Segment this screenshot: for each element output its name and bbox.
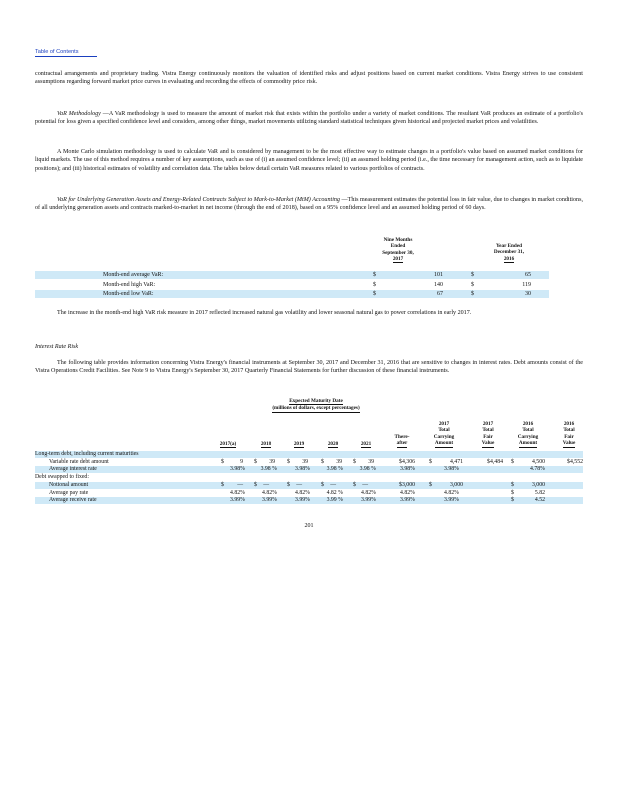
- header-line: 2017: [482, 421, 494, 427]
- cell: 3.99%: [262, 497, 277, 503]
- year-header: 2017(a): [219, 441, 237, 447]
- row-label: Month-end low VaR:: [103, 291, 154, 297]
- cell: $3,000: [399, 482, 415, 488]
- cell: $: [511, 459, 514, 465]
- cell: 3.98%: [444, 466, 459, 472]
- cell: $: [221, 482, 224, 488]
- dollar-sign: $: [373, 282, 376, 288]
- cell: 3,000: [531, 482, 545, 488]
- value-2017: 101: [434, 272, 443, 278]
- var-mtm-text: —This measurement estimates the potential loss in fair value, due to changes in market conditions, of all underlying generation assets and contracts marked-to-market in net income (through the end of 2018), based on a 95% confidence level and an assumed holding period of 60 days.: [35, 197, 583, 212]
- paragraph-var-mtm: [35, 196, 583, 213]
- cell: $4,306: [399, 459, 415, 465]
- row-label: Month-end average VaR:: [103, 272, 164, 278]
- cell: 4.82 %: [326, 490, 343, 496]
- cell: 3.98%: [230, 466, 245, 472]
- year-header: 2021: [360, 441, 372, 447]
- section-label: Debt swapped to fixed:: [35, 474, 89, 480]
- cell: $: [511, 482, 514, 488]
- cell: 4.82%: [400, 490, 415, 496]
- cell: 3.99%: [361, 497, 376, 503]
- dollar-sign: $: [471, 291, 474, 297]
- cell: $: [254, 459, 257, 465]
- paragraph-monte-carlo: A Monte Carlo simulation methodology is used to calculate VaR and is considered by management to be the most effective way to estimate changes in a portfolio's value based on assumed market conditions for liquid markets. The use of this method requires a number of key assumptions, such as use of (i) an assumed confidence level; (ii) an assumed holding period (i.e., the time necessary for management action, such as to liquidate positions); and (iii) historical estimates of volatility and correlation data. The tables below detail certain VaR measures related to various portfolios of contracts.: [35, 149, 584, 172]
- year-header: 2019: [293, 441, 305, 447]
- header-line: Amount: [518, 440, 538, 447]
- cell: 3.98%: [295, 466, 310, 472]
- table-row: [35, 271, 549, 279]
- cell: 39: [269, 459, 275, 465]
- cell: $: [353, 482, 356, 488]
- thereafter-header: [388, 434, 416, 448]
- header-line: Value: [562, 440, 576, 447]
- header-line: Year Ended: [496, 243, 522, 249]
- table-row: [35, 281, 549, 289]
- section-label: Long-term debt, including current maturities: [35, 451, 139, 457]
- table-of-contents-link[interactable]: Table of Contents: [35, 49, 97, 57]
- cell: —: [330, 482, 336, 488]
- section-row: [35, 451, 583, 458]
- var-col2-header: [471, 243, 547, 263]
- header-line: Amount: [434, 440, 454, 447]
- cell: 4.82%: [444, 490, 459, 496]
- header-line: Ended: [390, 243, 406, 250]
- cell: $: [321, 482, 324, 488]
- cell: $: [287, 459, 290, 465]
- header-line: 2016: [503, 255, 515, 262]
- table-row: [35, 290, 549, 298]
- header-line: September 30,: [382, 249, 414, 256]
- cell: —: [296, 482, 302, 488]
- cell: —: [263, 482, 269, 488]
- year-header: 2020: [327, 441, 339, 447]
- section-heading-interest-rate-risk: Interest Rate Risk: [35, 344, 79, 350]
- header-line: (millions of dollars, except percentages): [272, 405, 360, 412]
- paragraph-interest-rate: The following table provides information concerning Vistra Energy's financial instruments at September 30, 2017 and December 31, 2016 that are sensitive to changes in interest rates. Debt amounts consist of the Vistra Operations Credit Facilities. See Note 9 to Vistra Energy's September 30, 2017 Quarterly Financial Statements for further discussion of these financial instruments.: [35, 360, 583, 375]
- cell: 3.99%: [230, 497, 245, 503]
- header-line: 2016: [563, 421, 575, 427]
- cell: $: [221, 459, 224, 465]
- header-line: Nine Months: [383, 237, 413, 243]
- header-line: Carrying: [433, 433, 455, 440]
- cell: 4.78%: [530, 466, 545, 472]
- cell: $: [287, 482, 290, 488]
- header-line: 2017: [392, 255, 404, 262]
- dollar-sign: $: [471, 272, 474, 278]
- row-label: Month-end high VaR:: [103, 282, 156, 288]
- cell: 4.82%: [361, 490, 376, 496]
- cell: $: [353, 459, 356, 465]
- header-line: Expected Maturity Date: [289, 398, 343, 404]
- section-row: [35, 474, 583, 481]
- cell: 4.82%: [295, 490, 310, 496]
- cell: $: [254, 482, 257, 488]
- header-line: Fair: [564, 433, 574, 440]
- cell: 3.99%: [444, 497, 459, 503]
- header-line: after: [396, 440, 408, 447]
- header-line: December 31,: [493, 249, 525, 256]
- row-label: Average interest rate: [49, 466, 97, 472]
- 2016-carrying-header: [509, 421, 547, 448]
- header-line: Total: [563, 427, 575, 434]
- header-line: Total: [482, 427, 494, 434]
- header-line: Total: [522, 427, 534, 434]
- cell: $: [429, 459, 432, 465]
- cell: $: [429, 482, 432, 488]
- 2017-fair-header: [473, 421, 503, 448]
- cell: $4,484: [487, 459, 503, 465]
- 2017-carrying-header: [425, 421, 463, 448]
- cell: —: [237, 482, 243, 488]
- cell: $: [321, 459, 324, 465]
- cell: 3.99 %: [326, 497, 343, 503]
- cell: 3.98 %: [359, 466, 376, 472]
- cell: $: [511, 490, 514, 496]
- row-label: Notional amount: [49, 482, 89, 488]
- paragraph-var-increase: The increase in the month-end high VaR risk measure in 2017 reflected increased natural gas volatility and lower seasonal natural gas to power correlations in early 2017.: [57, 310, 472, 316]
- cell: 39: [336, 459, 342, 465]
- var-methodology-title: VaR Methodology: [57, 111, 101, 117]
- table-row: [35, 497, 583, 504]
- cell: 3.98 %: [260, 466, 277, 472]
- cell: 4.52: [534, 497, 545, 503]
- cell: 4.82%: [262, 490, 277, 496]
- page-number: 201: [304, 523, 314, 529]
- header-line: 2017: [438, 421, 450, 427]
- value-2016: 119: [522, 282, 531, 288]
- cell: 4.82%: [230, 490, 245, 496]
- cell: $: [511, 497, 514, 503]
- table-row: [35, 466, 583, 473]
- cell: —: [362, 482, 368, 488]
- value-2017: 67: [437, 291, 443, 297]
- header-line: Total: [438, 427, 450, 434]
- cell: 4,500: [531, 459, 545, 465]
- cell: 4,471: [449, 459, 463, 465]
- header-line: There-: [394, 434, 410, 440]
- header-line: Carrying: [517, 433, 539, 440]
- header-line: Value: [481, 440, 495, 447]
- value-2016: 65: [525, 272, 531, 278]
- cell: 39: [368, 459, 374, 465]
- cell: 3.99%: [400, 497, 415, 503]
- table-row: [35, 482, 583, 489]
- 2016-fair-header: [555, 421, 583, 448]
- cell: 3.98%: [400, 466, 415, 472]
- value-2017: 140: [434, 282, 443, 288]
- cell: 39: [302, 459, 308, 465]
- cell: 9: [240, 459, 243, 465]
- row-label: Average receive rate: [49, 497, 97, 503]
- dollar-sign: $: [373, 272, 376, 278]
- expected-maturity-header: [220, 398, 412, 413]
- year-header: 2018: [260, 441, 272, 447]
- dollar-sign: $: [373, 291, 376, 297]
- header-line: Fair: [483, 433, 493, 440]
- cell: 3,000: [449, 482, 463, 488]
- paragraph-var-methodology: [35, 110, 583, 127]
- dollar-sign: $: [471, 282, 474, 288]
- cell: 3.98 %: [326, 466, 343, 472]
- value-2016: 30: [525, 291, 531, 297]
- var-mtm-title: VaR for Underlying Generation Assets and Energy-Related Contracts Subject to Mark-to-Market (MtM) Accounting: [57, 197, 340, 203]
- cell: $4,552: [567, 459, 583, 465]
- row-label: Average pay rate: [49, 490, 89, 496]
- cell: 5.82: [534, 490, 545, 496]
- var-col1-header: [359, 237, 437, 263]
- cell: 3.99%: [295, 497, 310, 503]
- row-label: Variable rate debt amount: [49, 459, 109, 465]
- header-line: 2016: [522, 421, 534, 427]
- paragraph-commodity-risk: contractual arrangements and proprietary trading. Vistra Energy continuously monitors the valuation of identified risks and adjust positions based on current market conditions. Vistra Energy strives to use consistent assumptions regarding forward market price curves in evaluating and recording the effects of commodity price risk.: [35, 71, 583, 86]
- var-methodology-text: —A VaR methodology is used to measure the amount of market risk that exists within the portfolio under a variety of market conditions. The resultant VaR produces an estimate of a portfolio's potential for loss given a specified confidence level and considers, among other things, market movements utilizing standard statistical techniques given historical and projected market prices and volatilities.: [35, 111, 583, 126]
